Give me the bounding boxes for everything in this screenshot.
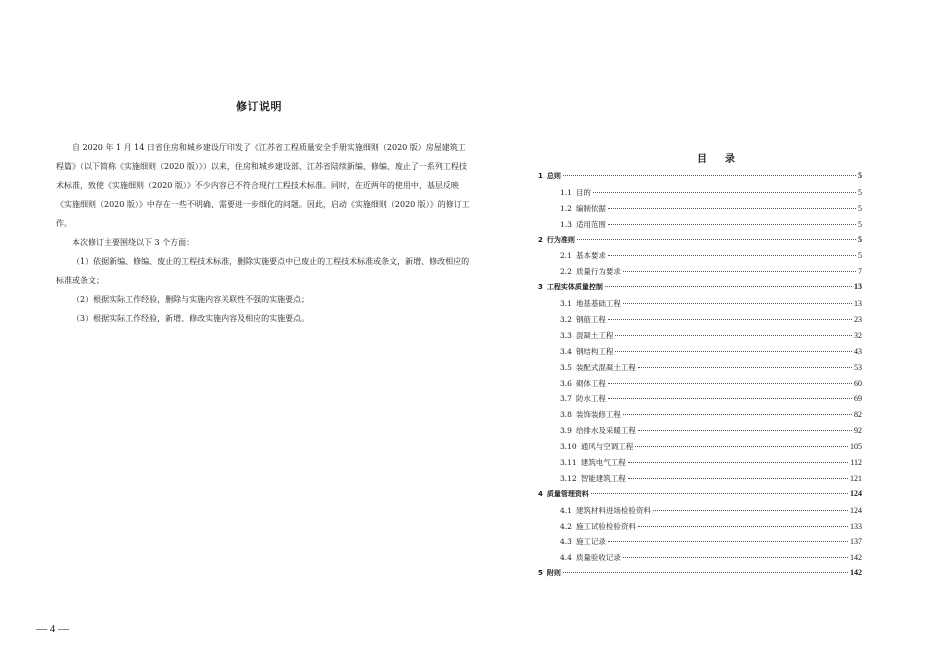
toc-entry-number: 4.2 (560, 521, 572, 531)
page-number: — 4 — (36, 623, 69, 635)
toc-entry-number: 3.7 (560, 394, 572, 404)
revision-notes-body (56, 138, 470, 328)
toc-entry-page: 23 (854, 315, 862, 325)
toc-entry-label: 混凝土工程 (575, 330, 614, 340)
toc-entry[interactable] (538, 362, 862, 378)
toc-entry-label: 适用范围 (575, 219, 606, 229)
toc-entry-number: 4.3 (560, 537, 572, 547)
page-title: 修订说明 (236, 100, 282, 113)
toc-leader-dots (605, 286, 852, 287)
toc-entry-label: 行为准则 (546, 235, 575, 244)
toc-entry-label: 基本要求 (575, 251, 606, 261)
toc-entry-page: 124 (850, 488, 862, 498)
toc-entry-label: 施工试验检验资料 (575, 521, 636, 531)
toc-leader-dots (608, 224, 856, 225)
toc-entry-number: 1.3 (560, 219, 572, 229)
toc-entry-page: 43 (854, 346, 862, 356)
toc-leader-dots (635, 446, 848, 447)
toc-entry[interactable] (538, 266, 862, 282)
toc-entry-number: 1.1 (560, 187, 572, 197)
toc-entry-number: 3.11 (560, 458, 577, 468)
toc-leader-dots (653, 510, 848, 511)
toc-entry[interactable] (538, 552, 862, 568)
toc-entry[interactable] (538, 457, 862, 473)
toc-entry-page: 53 (854, 362, 862, 372)
toc-entry-page: 121 (850, 473, 862, 483)
toc-entry-number: 3.1 (560, 299, 572, 309)
toc-entry[interactable] (538, 489, 862, 505)
toc-entry-label: 附则 (546, 569, 561, 578)
toc-entry-number: 3 (538, 283, 543, 292)
toc-leader-dots (623, 557, 848, 558)
toc-leader-dots (593, 192, 856, 193)
toc-entry-page: 105 (850, 442, 862, 452)
toc-leader-dots (638, 526, 848, 527)
toc-leader-dots (628, 462, 849, 463)
toc-leader-dots (608, 208, 856, 209)
toc-entry-page: 5 (858, 171, 862, 180)
toc-entry-page: 5 (858, 219, 862, 229)
toc-leader-dots (638, 430, 852, 431)
toc-entry[interactable] (538, 171, 862, 187)
toc-entry[interactable] (538, 250, 862, 266)
toc-entry-label: 质量管理资料 (546, 489, 589, 498)
paragraph: （2）根据实际工作经验，删除与实施内容关联性不强的实施要点； (72, 295, 310, 304)
toc-leader-dots (623, 414, 852, 415)
toc-entry-label: 给排水及采暖工程 (575, 426, 636, 436)
toc-leader-dots (638, 367, 852, 368)
paragraph: 本次修订主要围绕以下 3 个方面： (72, 238, 195, 247)
toc-entry[interactable] (538, 536, 862, 552)
toc-leader-dots (615, 335, 852, 336)
toc-entry[interactable] (538, 505, 862, 521)
toc-leader-dots (591, 493, 848, 494)
toc-entry-number: 3.2 (560, 315, 572, 325)
toc-entry-page: 7 (858, 267, 862, 277)
toc-leader-dots (628, 478, 848, 479)
toc-entry[interactable] (538, 346, 862, 362)
toc-entry-label: 地基基础工程 (575, 299, 621, 309)
toc-entry-number: 2.1 (560, 251, 572, 261)
toc-entry-label: 质量验收记录 (575, 553, 621, 563)
paragraph: （1）依据新编、修编、废止的工程技术标准，删除实施要点中已废止的工程技术标准或条文，新增、修改相应的标准或条文； (56, 257, 470, 285)
toc-leader-dots (577, 239, 856, 240)
toc-entry-label: 施工记录 (575, 537, 606, 547)
toc-entry-number: 3.4 (560, 346, 572, 356)
toc-entry-label: 工程实体质量控制 (546, 283, 603, 292)
toc-entry[interactable] (538, 409, 862, 425)
toc-entry[interactable] (538, 187, 862, 203)
toc-entry-label: 通风与空调工程 (580, 442, 634, 452)
toc-entry-label: 装饰装修工程 (575, 410, 621, 420)
toc-entry-label: 建筑材料进场检验资料 (575, 505, 651, 515)
toc-leader-dots (563, 175, 856, 176)
paragraph: （3）根据实际工作经验，新增、修改实施内容及相应的实施要点。 (72, 314, 310, 323)
toc-entry-label: 目的 (575, 187, 591, 197)
toc-leader-dots (608, 541, 848, 542)
toc-entry-page: 142 (850, 553, 862, 563)
toc-entry-page: 60 (854, 378, 862, 388)
toc-entry-number: 3.9 (560, 426, 572, 436)
toc-entry-number: 3.8 (560, 410, 572, 420)
toc-entry-number: 3.12 (560, 473, 577, 483)
toc-entry-page: 124 (850, 505, 862, 515)
toc-entry[interactable] (538, 441, 862, 457)
toc-entry-label: 防水工程 (575, 394, 606, 404)
toc-entry-number: 4.1 (560, 505, 572, 515)
toc-entry-number: 3.10 (560, 442, 577, 452)
toc-entry-page: 69 (854, 394, 862, 404)
toc-entry-number: 3.3 (560, 330, 572, 340)
toc-entry-number: 2.2 (560, 267, 572, 277)
toc-leader-dots (608, 255, 856, 256)
toc-entry-label: 编制依据 (575, 203, 606, 213)
toc-entry-number: 1 (538, 172, 543, 180)
toc-entry-page: 5 (858, 187, 862, 197)
toc-entry-label: 质量行为要求 (575, 267, 621, 277)
toc-leader-dots (623, 303, 852, 304)
toc-entry[interactable] (538, 425, 862, 441)
toc-leader-dots (623, 271, 856, 272)
table-of-contents (538, 171, 862, 584)
toc-entry[interactable] (538, 282, 862, 298)
toc-entry-page: 137 (850, 537, 862, 547)
toc-entry-label: 钢筋工程 (575, 315, 606, 325)
toc-entry-page: 32 (854, 330, 862, 340)
toc-entry[interactable] (538, 521, 862, 537)
toc-entry[interactable] (538, 330, 862, 346)
toc-entry-page: 13 (854, 299, 862, 309)
toc-entry-page: 13 (854, 282, 862, 292)
toc-entry-label: 智能建筑工程 (580, 473, 626, 483)
toc-entry-page: 142 (850, 568, 862, 578)
toc-entry[interactable] (538, 219, 862, 235)
toc-entry-page: 112 (850, 458, 862, 468)
toc-entry[interactable] (538, 298, 862, 314)
toc-entry[interactable] (538, 314, 862, 330)
toc-entry[interactable] (538, 393, 862, 409)
toc-entry-label: 建筑电气工程 (580, 458, 626, 468)
toc-entry-label: 砌体工程 (575, 378, 606, 388)
toc-entry[interactable] (538, 235, 862, 251)
toc-leader-dots (563, 572, 848, 573)
toc-leader-dots (608, 398, 852, 399)
toc-entry-number: 3.6 (560, 378, 572, 388)
toc-entry-label: 钢结构工程 (575, 346, 614, 356)
toc-entry[interactable] (538, 378, 862, 394)
paragraph: 自 2020 年 1 月 14 日省住房和城乡建设厅印发了《江苏省工程质量安全手册实施细则（2020 版）房屋建筑工程篇》（以下简称《实施细则（2020 版）》）以来，住房和城乡建设部、江苏省陆续新编、修编、废止了一系列工程技术标准，致使《实施细则（2020 版）》不少内容已不符合现行工程技术标准。同时，在近两年的使用中，基层反映《实施细则（2020 版）》中存在一些不明确、需要进一步细化的问题。因此，启动《实施细则（2020 版）》的修订工作。 (56, 143, 470, 228)
toc-entry-label: 装配式混凝土工程 (575, 362, 636, 372)
toc-entry-page: 5 (858, 203, 862, 213)
toc-entry[interactable] (538, 473, 862, 489)
toc-entry[interactable] (538, 568, 862, 584)
toc-entry-page: 92 (854, 426, 862, 436)
toc-entry-page: 5 (858, 251, 862, 261)
toc-leader-dots (608, 319, 852, 320)
toc-entry-page: 82 (854, 410, 862, 420)
toc-entry-number: 3.5 (560, 362, 572, 372)
toc-title: 目录 (697, 154, 753, 165)
toc-entry-page: 5 (858, 234, 862, 244)
toc-entry-number: 5 (538, 569, 543, 578)
toc-entry-page: 133 (850, 521, 862, 531)
toc-leader-dots (608, 383, 852, 384)
toc-entry-number: 2 (538, 235, 543, 244)
toc-entry-number: 1.2 (560, 203, 572, 213)
toc-entry[interactable] (538, 203, 862, 219)
toc-leader-dots (615, 351, 852, 352)
toc-entry-number: 4.4 (560, 553, 572, 563)
toc-entry-label: 总则 (546, 172, 561, 180)
toc-entry-number: 4 (538, 489, 543, 498)
